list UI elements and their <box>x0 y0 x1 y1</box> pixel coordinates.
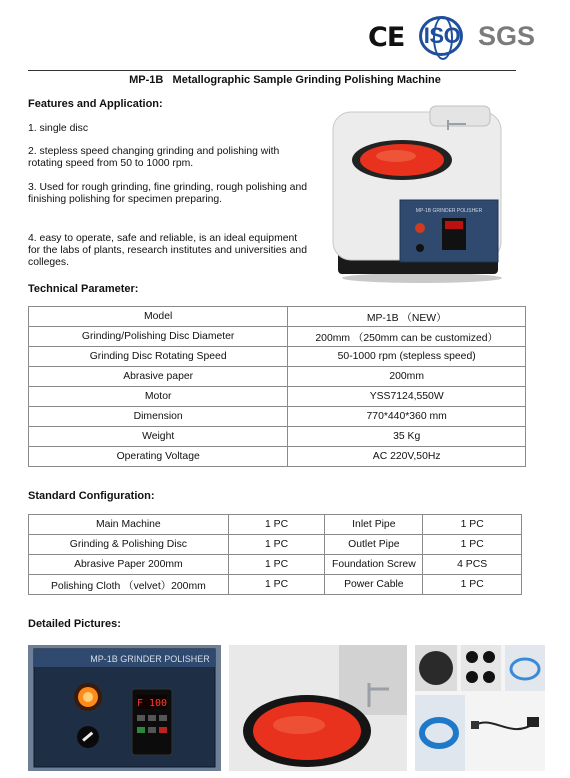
features-heading: Features and Application: <box>28 98 163 110</box>
sgs-logo: SGS <box>478 21 536 51</box>
feature-item: 4. easy to operate, safe and reliable, is an ideal equipment for the labs of plants, research institutes and universities and colleges. <box>28 233 307 269</box>
table-row: Weight 35 Kg <box>29 427 526 447</box>
feature-item: 1. single disc <box>28 123 89 134</box>
table-row: Abrasive Paper 200mm 1 PC Foundation Screw 4 PCS <box>29 555 522 575</box>
table-row: Dimension 770*440*360 mm <box>29 407 526 427</box>
table-row: Grinding & Polishing Disc 1 PC Outlet Pipe 1 PC <box>29 535 522 555</box>
technical-heading: Technical Parameter: <box>28 283 139 295</box>
disc-photo <box>229 645 407 771</box>
table-row: Abrasive paper 200mm <box>29 367 526 387</box>
svg-text:MP-1B GRINDER POLISHER: MP-1B GRINDER POLISHER <box>415 208 483 214</box>
display-readout: F 100 <box>136 698 168 709</box>
accessories-photo <box>415 645 545 771</box>
certification-logos <box>368 14 548 58</box>
ce-mark: CE <box>368 22 405 53</box>
control-panel-photo <box>28 645 221 771</box>
table-row: Polishing Cloth （velvet）200mm 1 PC Power Cable 1 PC <box>29 575 522 595</box>
configuration-table <box>28 514 522 595</box>
feature-item: 3. Used for rough grinding, fine grinding, rough polishing and finishing polishing for specimen preparing. <box>28 182 307 206</box>
table-row: Operating Voltage AC 220V,50Hz <box>29 447 526 467</box>
configuration-heading: Standard Configuration: <box>28 490 155 502</box>
panel-label: MP-1B GRINDER POLISHER <box>90 654 210 664</box>
table-row: Main Machine 1 PC Inlet Pipe 1 PC <box>29 515 522 535</box>
table-row: Model MP-1B （NEW） <box>29 307 526 327</box>
document-title: MP-1B Metallographic Sample Grinding Polishing Machine <box>129 74 441 86</box>
feature-item: 2. stepless speed changing grinding and polishing with rotating speed from 50 to 1000 rpm. <box>28 146 280 170</box>
table-row: Motor YSS7124,550W <box>29 387 526 407</box>
technical-parameter-table <box>28 306 526 467</box>
table-row: Grinding Disc Rotating Speed 50-1000 rpm (stepless speed) <box>29 347 526 367</box>
header-divider <box>28 70 516 71</box>
pictures-heading: Detailed Pictures: <box>28 618 121 630</box>
table-row: Grinding/Polishing Disc Diameter 200mm （250mm can be customized） <box>29 327 526 347</box>
iso-logo: ISO <box>416 14 468 58</box>
machine-photo <box>330 100 508 284</box>
